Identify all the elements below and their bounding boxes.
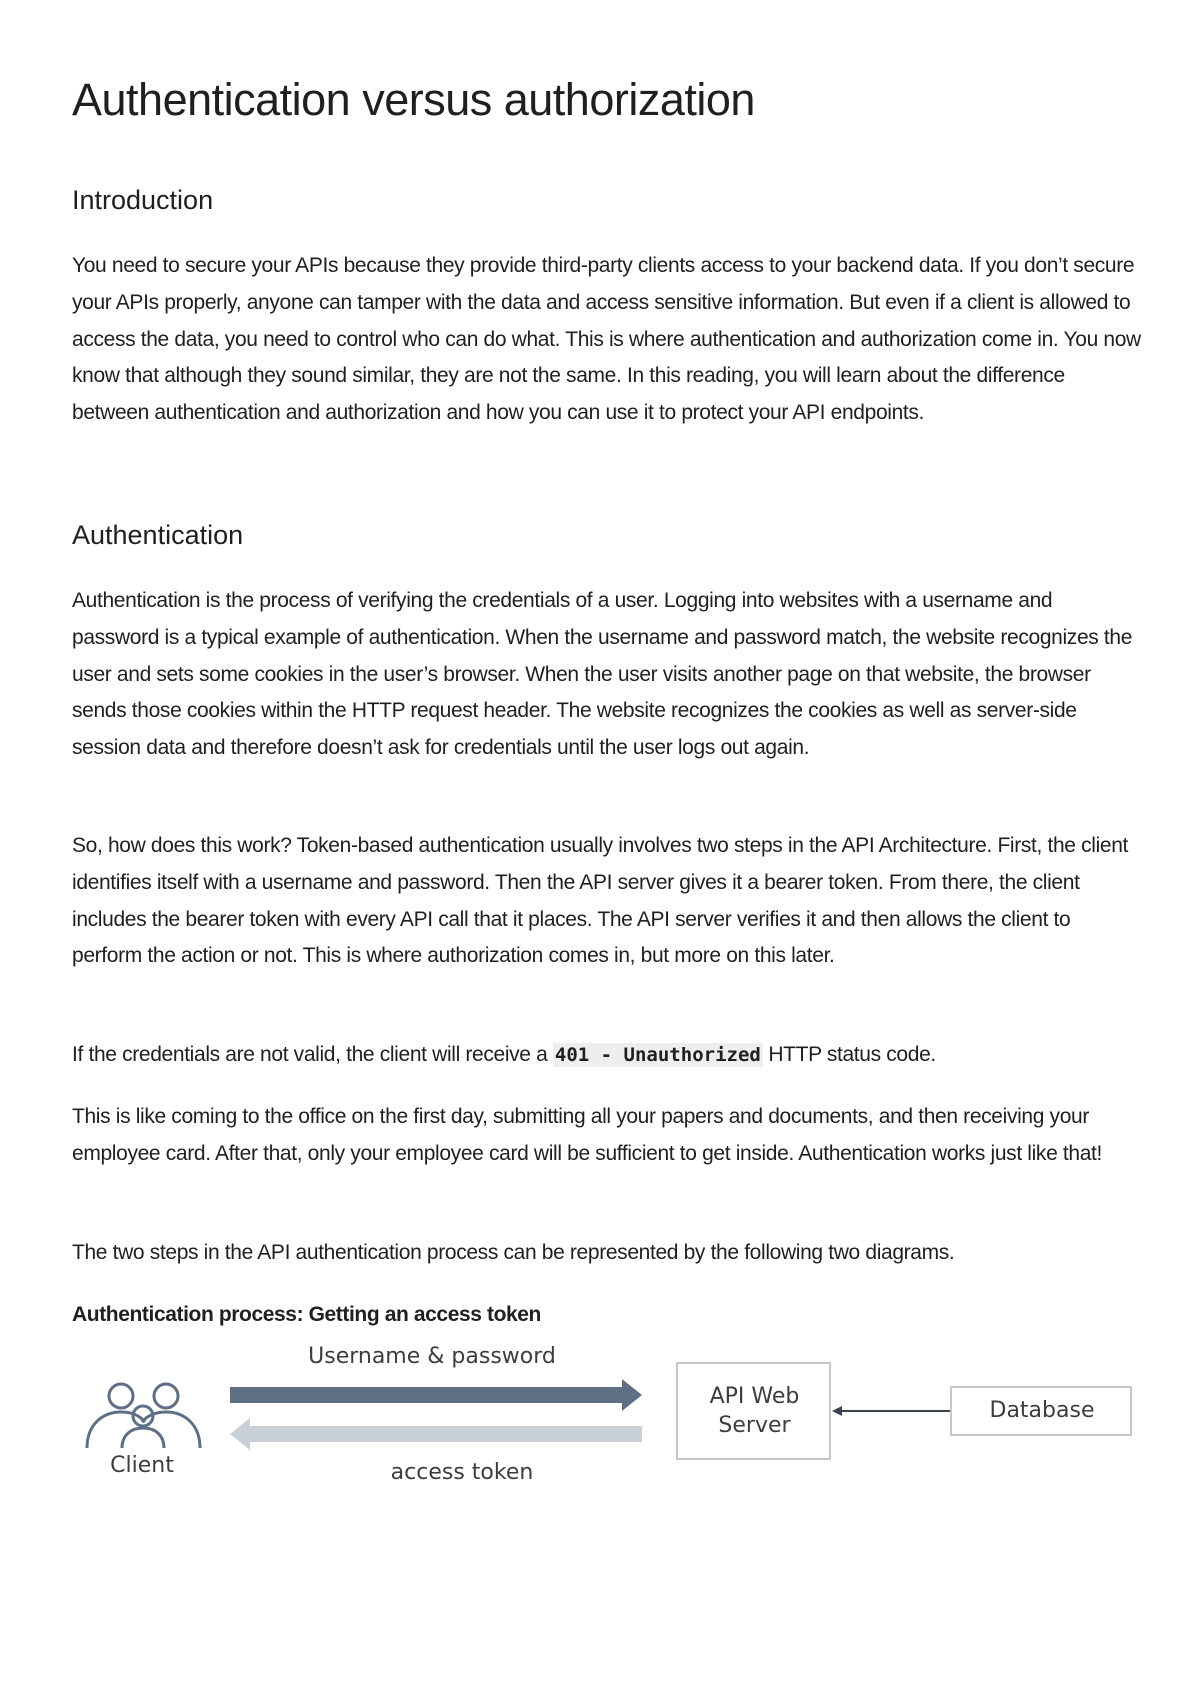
introduction-paragraph: You need to secure your APIs because they provide third-party clients access to your backend data. If you don’t secure your APIs properly, anyone can tamper with the data and access sensitive information. But even if a client is allowed to access the data, you need to control who can do what. This is where authentication and authorization come in. You now know that although they sound similar, they are not the same. In this reading, you will learn about the difference between authentication and authorization and how you can use it to protect your API endpoints.	[72, 254, 1141, 425]
database-connector	[832, 1406, 950, 1416]
client-label: Client	[110, 1453, 174, 1478]
authentication-diagram	[72, 1340, 1152, 1510]
diagram-graphics	[72, 1340, 1152, 1510]
document-title: Authentication versus authorization	[72, 74, 755, 125]
status-text-after: HTTP status code.	[762, 1043, 936, 1066]
authentication-paragraph-5: The two steps in the API authentication process can be represented by the following two diagrams.	[72, 1241, 955, 1264]
api-server-label	[677, 1382, 832, 1440]
response-arrow	[230, 1418, 642, 1450]
authentication-heading: Authentication	[72, 520, 244, 550]
request-arrow	[230, 1379, 642, 1411]
status-code-inline: 401 - Unauthorized	[554, 1044, 761, 1066]
api-server-label-line1: API Web	[709, 1384, 800, 1409]
introduction-heading: Introduction	[72, 185, 214, 215]
diagram-caption: Authentication process: Getting an access token	[72, 1303, 541, 1326]
response-label: access token	[390, 1460, 534, 1485]
request-label: Username & password	[308, 1344, 556, 1369]
status-text-before: If the credentials are not valid, the client will receive a	[72, 1043, 553, 1066]
client-icon	[87, 1384, 200, 1448]
authentication-paragraph-2: So, how does this work? Token-based authentication usually involves two steps in the API Architecture. First, the client identifies itself with a username and password. Then the API server gives it a bearer token. From there, the client includes the bearer token with every API call that it places. The API server verifies it and then allows the client to perform the action or not. This is where authorization comes in, but more on this later.	[72, 834, 1129, 968]
authentication-paragraph-4: This is like coming to the office on the first day, submitting all your papers and documents, and then receiving your employee card. After that, only your employee card will be sufficient to get inside. Authentication works just like that!	[72, 1105, 1102, 1165]
database-label: Database	[989, 1398, 1095, 1423]
authentication-paragraph-3	[72, 1037, 1142, 1074]
api-server-label-line2: Server	[718, 1413, 791, 1438]
authentication-paragraph-1: Authentication is the process of verifying the credentials of a user. Logging into websites with a username and password is a typical example of authentication. When the username and password match, the website recognizes the user and sets some cookies in the user’s browser. When the user visits another page on that website, the browser sends those cookies within the HTTP request header. The website recognizes the cookies as well as server-side session data and therefore doesn’t ask for credentials until the user logs out again.	[72, 589, 1133, 760]
